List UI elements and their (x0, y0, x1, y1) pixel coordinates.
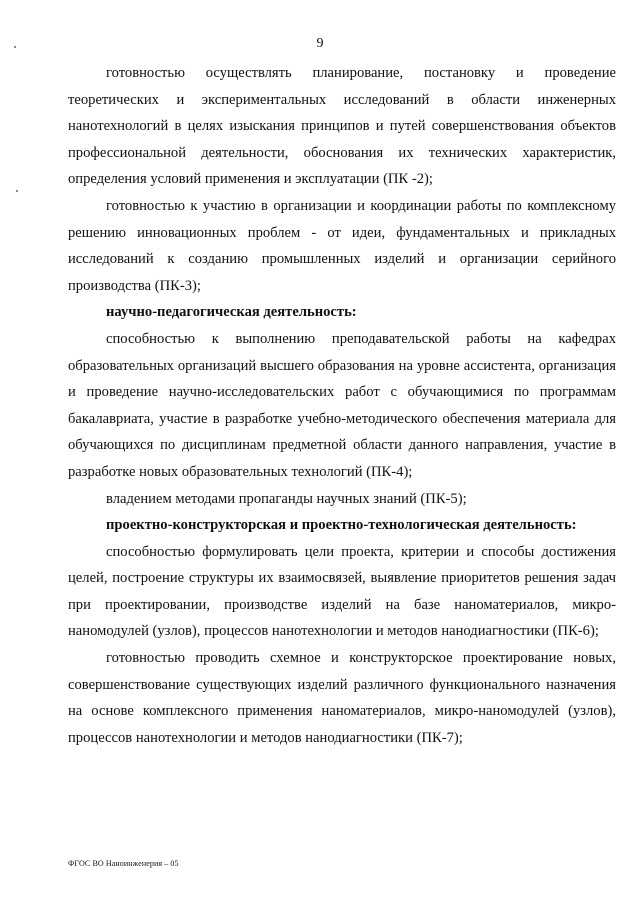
paragraph-pk-2: готовностью осуществлять планирование, постановку и проведение теоретических и экспериментальных исследований в области инженерных нанотехнологий в целях изыскания принципов и путей совершенствования объектов профессиональной деятельности, обоснования их технических характеристик, определения условий применения и эксплуатации (ПК -2); (68, 65, 616, 188)
paragraph-pk-4: способностью к выполнению преподавательской работы на кафедрах образовательных организаций высшего образования на уровне ассистента, организация и проведение научно-исследовательских работ с обучающимися по программам бакалавриата, участие в разработке учебно-методического обеспечения материала для обучающихся по дисциплинам предметной области данного направления, участие в разработке новых образовательных технологий (ПК-4); (68, 330, 616, 480)
scan-speck (16, 190, 18, 192)
section-heading-scientific-pedagogical: научно-педагогическая деятельность: (106, 304, 357, 321)
document-footer: ФГОС ВО Наноинженерия – 05 (68, 859, 179, 868)
paragraph-pk-3: готовностью к участию в организации и координации работы по комплексному решению инновационных проблем - от идеи, фундаментальных и прикладных исследований к созданию промышленных изделий и организации серийного производства (ПК-3); (68, 197, 616, 294)
section-heading-design-technological: проектно-конструкторская и проектно-технологическая деятельность: (106, 517, 577, 534)
document-body (68, 60, 616, 751)
paragraph-pk-6: способностью формулировать цели проекта, критерии и способы достижения целей, построение структуры их взаимосвязей, выявление приоритетов решения задач при проектировании, производстве изделий на базе наноматериалов, микро-наномодулей (узлов), процессов нанотехнологии и методов нанодиагностики (ПК-6); (68, 543, 616, 640)
paragraph-pk-7: готовностью проводить схемное и конструкторское проектирование новых, совершенствование существующих изделий различного функционального назначения на основе комплексного применения наноматериалов, микро-наномодулей (узлов), процессов нанотехнологии и методов нанодиагностики (ПК-7); (68, 650, 616, 746)
paragraph-pk-5: владением методами пропаганды научных знаний (ПК-5); (106, 490, 467, 507)
page-number: 9 (316, 36, 324, 51)
